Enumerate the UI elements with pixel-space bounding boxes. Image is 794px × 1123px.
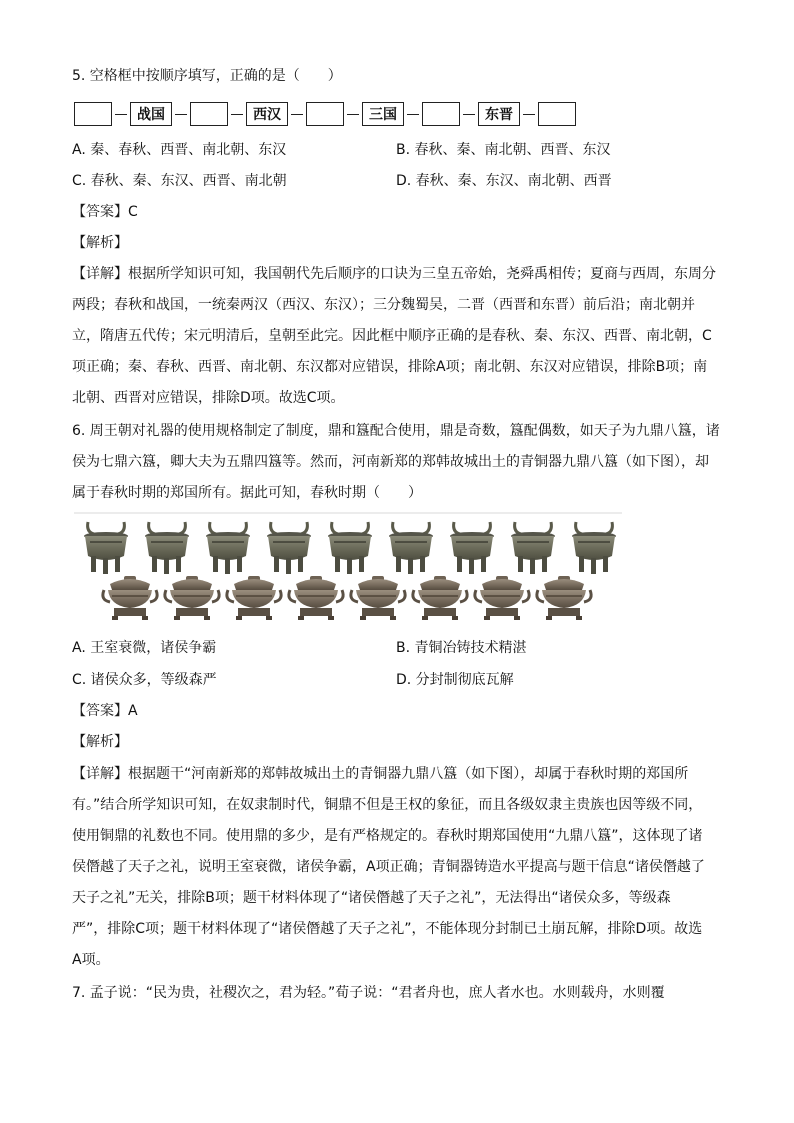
q5-option-b: B. 春秋、秦、南北朝、西晋、东汉 [396,142,611,158]
q5-option-a: A. 秦、春秋、西晋、南北朝、东汉 [72,142,287,158]
q6-detail-line: 使用铜鼎的礼数也不同。使用鼎的多少，是有严格规定的。春秋时期郑国使用“九鼎八簋”，这体现了诸 [72,828,703,844]
timeline-dash [463,114,475,115]
q6-option-b: B. 青铜冶铸技术精湛 [396,640,527,656]
q7-stem: 7. 孟子说：“民为贵，社稷次之，君为轻。”荀子说：“君者舟也，庶人者水也。水则载舟，水则覆 [72,985,665,1001]
q5-analysis-tag: 【解析】 [72,235,128,251]
answer-tag: 【答案】 [72,703,128,719]
detail-tag: 【详解】 [72,766,128,782]
answer-tag: 【答案】 [72,204,128,220]
answer-value: C [128,204,138,220]
timeline-blank-box [190,102,228,126]
timeline-box-warring-states: 战国 [130,102,172,126]
q6-answer-line [72,701,138,721]
q6-stem-line: 属于春秋时期的郑国所有。据此可知，春秋时期（ ） [72,485,422,501]
q6-option-c: C. 诸侯众多，等级森严 [72,672,217,688]
bronze-ding-gui-photo [74,512,622,624]
timeline-blank-box [538,102,576,126]
timeline-dash [407,114,419,115]
q6-detail-line: 天子之礼”无关，排除B项；题干材料体现了“诸侯僭越了天子之礼”，无法得出“诸侯众多，等级森 [72,890,671,906]
q6-stem-line: 侯为七鼎六簋，卿大夫为五鼎四簋等。然而，河南新郑的郑韩故城出土的青铜器九鼎八簋（如下图），却 [72,454,709,470]
answer-value: A [128,703,138,719]
timeline-dash [347,114,359,115]
q6-option-d: D. 分封制彻底瓦解 [396,672,514,688]
timeline-box-eastern-jin: 东晋 [478,102,520,126]
q6-detail-line: 侯僭越了天子之礼，说明王室衰微，诸侯争霸，A项正确；青铜器铸造水平提高与题干信息“诸侯僭越了 [72,859,705,875]
q5-timeline [74,100,576,128]
q6-detail-line: A项。 [72,952,110,968]
timeline-box-western-han: 西汉 [246,102,288,126]
q6-stem-line: 6. 周王朝对礼器的使用规格制定了制度，鼎和簋配合使用，鼎是奇数，簋配偶数，如天子为九鼎八簋，诸 [72,423,720,439]
q5-detail-line: 项正确；秦、春秋、西晋、南北朝、东汉都对应错误，排除A项；南北朝、东汉对应错误，排除B项；南 [72,359,708,375]
timeline-blank-box [422,102,460,126]
q6-analysis-tag: 【解析】 [72,734,128,750]
q5-answer-line [72,202,138,222]
detail-text: 根据题干“河南新郑的郑韩故城出土的青铜器九鼎八簋（如下图），却属于春秋时期的郑国所 [128,766,689,782]
q6-detail-line: 严”，排除C项；题干材料体现了“诸侯僭越了天子之礼”，不能体现分封制已土崩瓦解，排除D项。故选 [72,921,703,937]
timeline-dash [231,114,243,115]
timeline-blank-box [74,102,112,126]
q5-detail-line: 立，隋唐五代传；宋元明清后，皇朝至此完。因此框中顺序正确的是春秋、秦、东汉、西晋、南北朝，C [72,328,712,344]
timeline-dash [291,114,303,115]
q6-detail-line [72,764,688,784]
timeline-dash [175,114,187,115]
detail-tag: 【详解】 [72,266,128,282]
q6-option-a: A. 王室衰微，诸侯争霸 [72,640,217,656]
q5-detail-line: 两段；春秋和战国，一统秦两汉（西汉、东汉）；三分魏蜀吴，二晋（西晋和东晋）前后沿；南北朝并 [72,297,695,313]
q5-option-d: D. 春秋、秦、东汉、南北朝、西晋 [396,173,612,189]
q6-detail-line: 有。”结合所学知识可知，在奴隶制时代，铜鼎不但是王权的象征，而且各级奴隶主贵族也因等级不同， [72,797,703,813]
q5-detail-line: 北朝、西晋对应错误，排除D项。故选C项。 [72,390,345,406]
q5-detail-line [72,264,716,284]
q5-option-c: C. 春秋、秦、东汉、西晋、南北朝 [72,173,287,189]
timeline-blank-box [306,102,344,126]
timeline-dash [115,114,127,115]
q5-stem: 5. 空格框中按顺序填写，正确的是（ ） [72,68,342,84]
timeline-box-three-kingdoms: 三国 [362,102,404,126]
detail-text: 根据所学知识可知，我国朝代先后顺序的口诀为三皇五帝始，尧舜禹相传；夏商与西周，东周分 [128,266,716,282]
timeline-dash [523,114,535,115]
